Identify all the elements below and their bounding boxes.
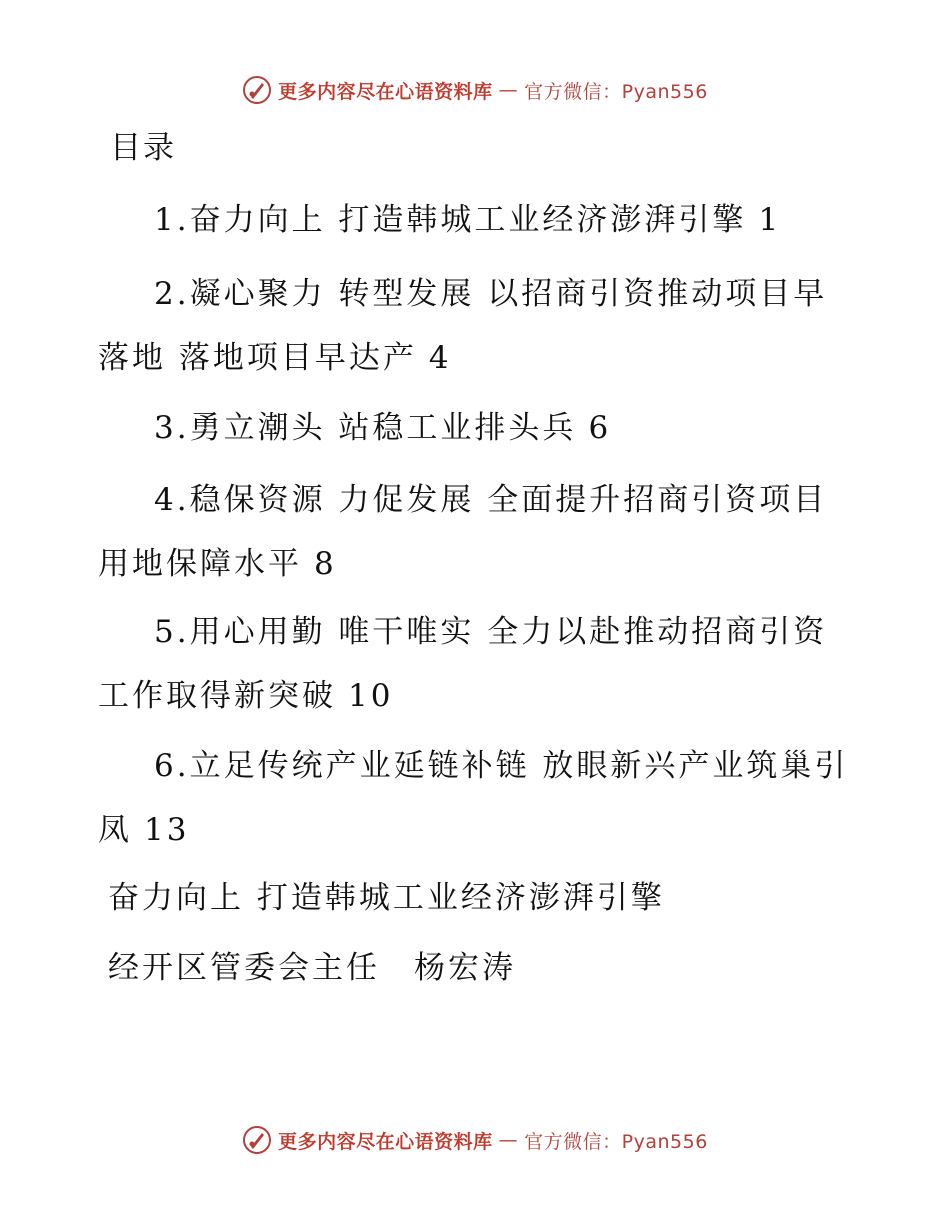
toc-entry-text: 1.奋力向上 打造韩城工业经济澎湃引擎 [154, 202, 747, 238]
toc-entry-4 [98, 468, 858, 596]
author-name: 杨宏涛 [414, 950, 516, 986]
toc-entry-1 [98, 188, 858, 252]
toc-entry-page: 10 [348, 678, 394, 714]
watermark-separator: — [498, 1129, 519, 1151]
watermark-brand: 更多内容尽在心语资料库 [278, 1130, 493, 1153]
toc-entry-2 [98, 262, 858, 390]
article-author-line [108, 936, 516, 1000]
toc-entry-text: 4.稳保资源 力促发展 全面提升招商引资项目用地保障水平 [98, 482, 828, 582]
toc-entry-page: 4 [428, 340, 452, 376]
toc-entry-page: 1 [758, 202, 782, 238]
header-watermark [0, 72, 950, 108]
quill-logo-icon [242, 75, 272, 105]
article-title: 奋力向上 打造韩城工业经济澎湃引擎 [108, 880, 665, 916]
watermark-brand: 更多内容尽在心语资料库 [278, 80, 493, 103]
toc-entry-page: 13 [144, 812, 190, 848]
toc-entry-3 [98, 396, 858, 460]
toc-entry-page: 8 [314, 546, 337, 582]
toc-title: 目录 [110, 130, 176, 166]
footer-watermark [0, 1122, 950, 1158]
toc-entry-5 [98, 600, 858, 728]
watermark-wechat: 官方微信：Pyan556 [524, 80, 708, 103]
author-role: 经开区管委会主任 [108, 950, 380, 986]
toc-entry-text: 3.勇立潮头 站稳工业排头兵 [154, 410, 577, 446]
toc-entry-text: 2.凝心聚力 转型发展 以招商引资推动项目早落地 落地项目早达产 [98, 276, 828, 376]
toc-entry-text: 6.立足传统产业延链补链 放眼新兴产业筑巢引凤 [98, 748, 849, 848]
toc-entry-page: 6 [588, 410, 612, 446]
watermark-wechat: 官方微信：Pyan556 [524, 1130, 708, 1153]
toc-entry-6 [98, 734, 858, 862]
toc-entry-text: 5.用心用勤 唯干唯实 全力以赴推动招商引资工作取得新突破 [98, 614, 828, 714]
quill-logo-icon [242, 1125, 272, 1155]
watermark-separator: — [498, 79, 519, 101]
